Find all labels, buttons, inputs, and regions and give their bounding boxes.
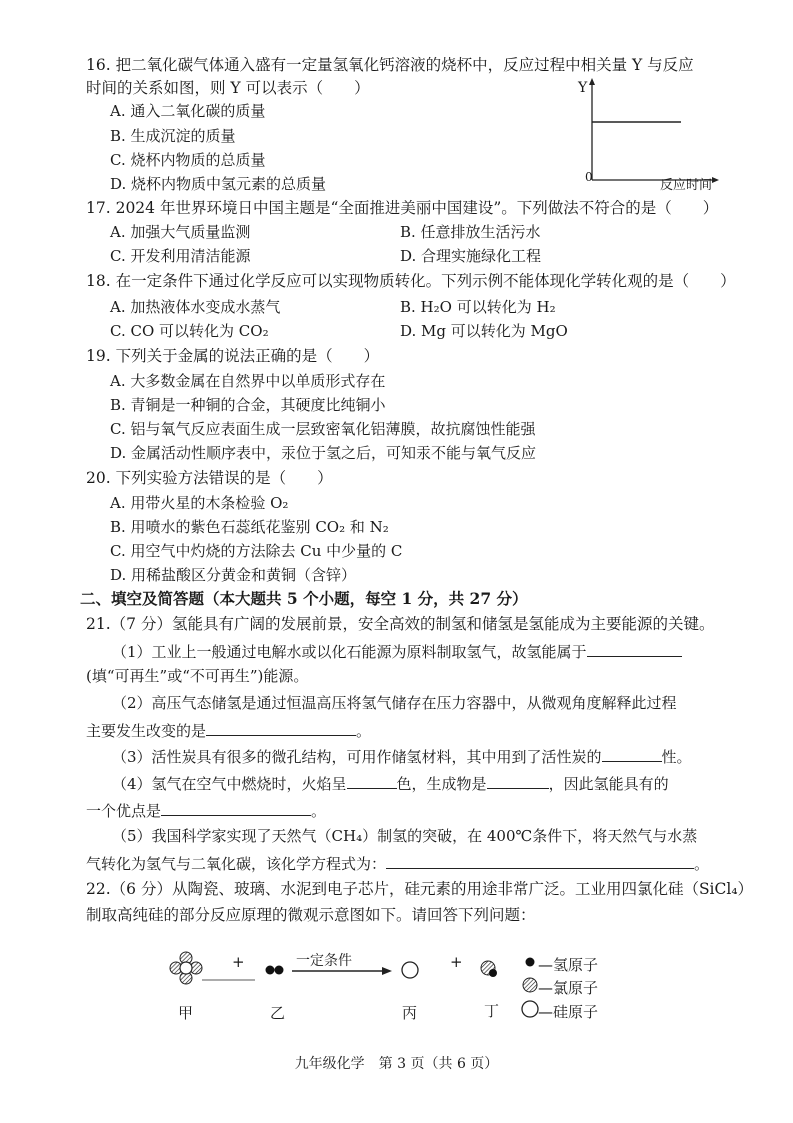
q16-stem-line2: 时间的关系如图，则 Y 可以表示（ ）	[86, 79, 370, 97]
q16-option-a: A. 通入二氧化碳的质量	[110, 102, 266, 120]
q18-option-a: A. 加热液体水变成水蒸气	[110, 298, 281, 316]
legend-chlorine-label: —氯原子	[538, 979, 599, 997]
q21-part3-text: （3）活性炭具有很多的微孔结构，可用作储氢材料，其中用到了活性炭的 性。	[112, 745, 692, 767]
molecule-yi-h2	[266, 966, 284, 975]
q21-blank-4[interactable]	[347, 772, 397, 789]
q17-option-d: D. 合理实施绿化工程	[400, 247, 542, 265]
q20-option-b: B. 用喷水的紫色石蕊纸花鉴别 CO₂ 和 N₂	[110, 518, 389, 536]
q22-arrow-label: 一定条件	[296, 953, 352, 969]
q22-stem-line2: 制取高纯硅的部分反应原理的微观示意图如下。请回答下列问题：	[86, 906, 536, 924]
q21-blank-6[interactable]	[161, 799, 311, 816]
q22-name-ding: 丁	[484, 1002, 500, 1020]
q21-blank-2[interactable]	[206, 719, 356, 736]
q16-option-d: D. 烧杯内物质中氢元素的总质量	[110, 175, 327, 193]
q18-option-d: D. Mg 可以转化为 MgO	[400, 322, 568, 340]
molecule-ding-hcl	[481, 961, 497, 977]
q21-part4-text: （4）氢气在空气中燃烧时，火焰呈 色，生成物是 ，因此氢能具有的	[112, 772, 669, 794]
q21-part2-cont: 主要发生改变的是 。	[86, 719, 371, 741]
legend-silicon-label: —硅原子	[538, 1003, 599, 1021]
molecule-jia-sicl4	[170, 952, 202, 984]
q19-option-b: B. 青铜是一种铜的合金，其硬度比纯铜小	[110, 396, 386, 414]
q19-option-d: D. 金属活动性顺序表中，汞位于氢之后，可知汞不能与氧气反应	[110, 444, 537, 462]
q21-blank-5[interactable]	[487, 772, 549, 789]
q16-graph-origin: 0	[585, 170, 593, 184]
q16-graph-y-label: Y	[578, 80, 588, 96]
q22-name-yi: 乙	[270, 1004, 286, 1022]
legend-silicon-icon	[522, 1001, 538, 1017]
q20-option-d: D. 用稀盐酸区分黄金和黄铜（含锌）	[110, 566, 357, 584]
q18-option-b: B. H₂O 可以转化为 H₂	[400, 298, 556, 316]
q16-option-c: C. 烧杯内物质的总质量	[110, 151, 266, 169]
q22-plus-2: +	[450, 953, 463, 971]
q21-part5-text: （5）我国科学家实现了天然气（CH₄）制氢的突破，在 400℃条件下，将天然气与水蒸	[112, 827, 698, 845]
q20-option-a: A. 用带火星的木条检验 O₂	[110, 494, 289, 512]
q19-stem: 19. 下列关于金属的说法正确的是（ ）	[86, 347, 380, 365]
q16-graph-x-label: 反应时间	[660, 178, 713, 193]
q19-option-a: A. 大多数金属在自然界中以单质形式存在	[110, 372, 386, 390]
legend-hydrogen-icon	[526, 958, 535, 967]
q22-stem-line1: 22.（6 分）从陶瓷、玻璃、水泥到电子芯片，硅元素的用途非常广泛。工业用四氯化硅（SiCl₄）	[86, 880, 754, 898]
q19-option-c: C. 铝与氧气反应表面生成一层致密氧化铝薄膜，故抗腐蚀性能强	[110, 420, 536, 438]
q17-option-a: A. 加强大气质量监测	[110, 223, 251, 241]
q16-option-b: B. 生成沉淀的质量	[110, 127, 236, 145]
legend-hydrogen-label: —氢原子	[538, 956, 599, 974]
q20-stem: 20. 下列实验方法错误的是（ ）	[86, 469, 333, 487]
q20-option-c: C. 用空气中灼烧的方法除去 Cu 中少量的 C	[110, 542, 403, 560]
q21-intro: 21.（7 分）氢能具有广阔的发展前景，安全高效的制氢和储氢是氢能成为主要能源的关键。	[86, 615, 715, 633]
q21-part2-text: （2）高压气态储氢是通过恒温高压将氢气储存在压力容器中，从微观角度解释此过程	[112, 694, 677, 712]
q17-option-c: C. 开发利用清洁能源	[110, 247, 251, 265]
q17-stem: 17. 2024 年世界环境日中国主题是“全面推进美丽中国建设”。下列做法不符合的是（ ）	[86, 199, 719, 217]
legend-chlorine-icon	[523, 978, 537, 992]
q22-name-bing: 丙	[402, 1004, 418, 1022]
q21-part1-cont: (填“可再生”或“不可再生”)能源。	[86, 667, 309, 685]
q21-part5-cont: 气转化为氢气与二氧化碳，该化学方程式为： 。	[86, 852, 709, 874]
molecule-bing-si	[402, 962, 418, 978]
q21-part4-cont: 一个优点是 。	[86, 799, 326, 821]
page-footer: 九年级化学 第 3 页（共 6 页）	[294, 1056, 499, 1072]
q21-blank-7[interactable]	[386, 852, 694, 869]
q22-name-jia: 甲	[178, 1004, 194, 1022]
q16-stem-line1: 16. 把二氧化碳气体通入盛有一定量氢氧化钙溶液的烧杯中，反应过程中相关量 Y 与反应	[86, 56, 694, 74]
q22-plus-1: +	[232, 953, 245, 971]
section-2-heading: 二、填空及简答题（本大题共 5 个小题，每空 1 分，共 27 分）	[80, 589, 528, 608]
q21-blank-3[interactable]	[602, 745, 662, 762]
q18-option-c: C. CO 可以转化为 CO₂	[110, 322, 269, 340]
q18-stem: 18. 在一定条件下通过化学反应可以实现物质转化。下列示例不能体现化学转化观的是（ ）	[86, 272, 736, 290]
q21-part1-text: （1）工业上一般通过电解水或以化石能源为原料制取氢气，故氢能属于	[112, 640, 682, 662]
q21-blank-1[interactable]	[587, 640, 682, 657]
q17-option-b: B. 任意排放生活污水	[400, 223, 541, 241]
